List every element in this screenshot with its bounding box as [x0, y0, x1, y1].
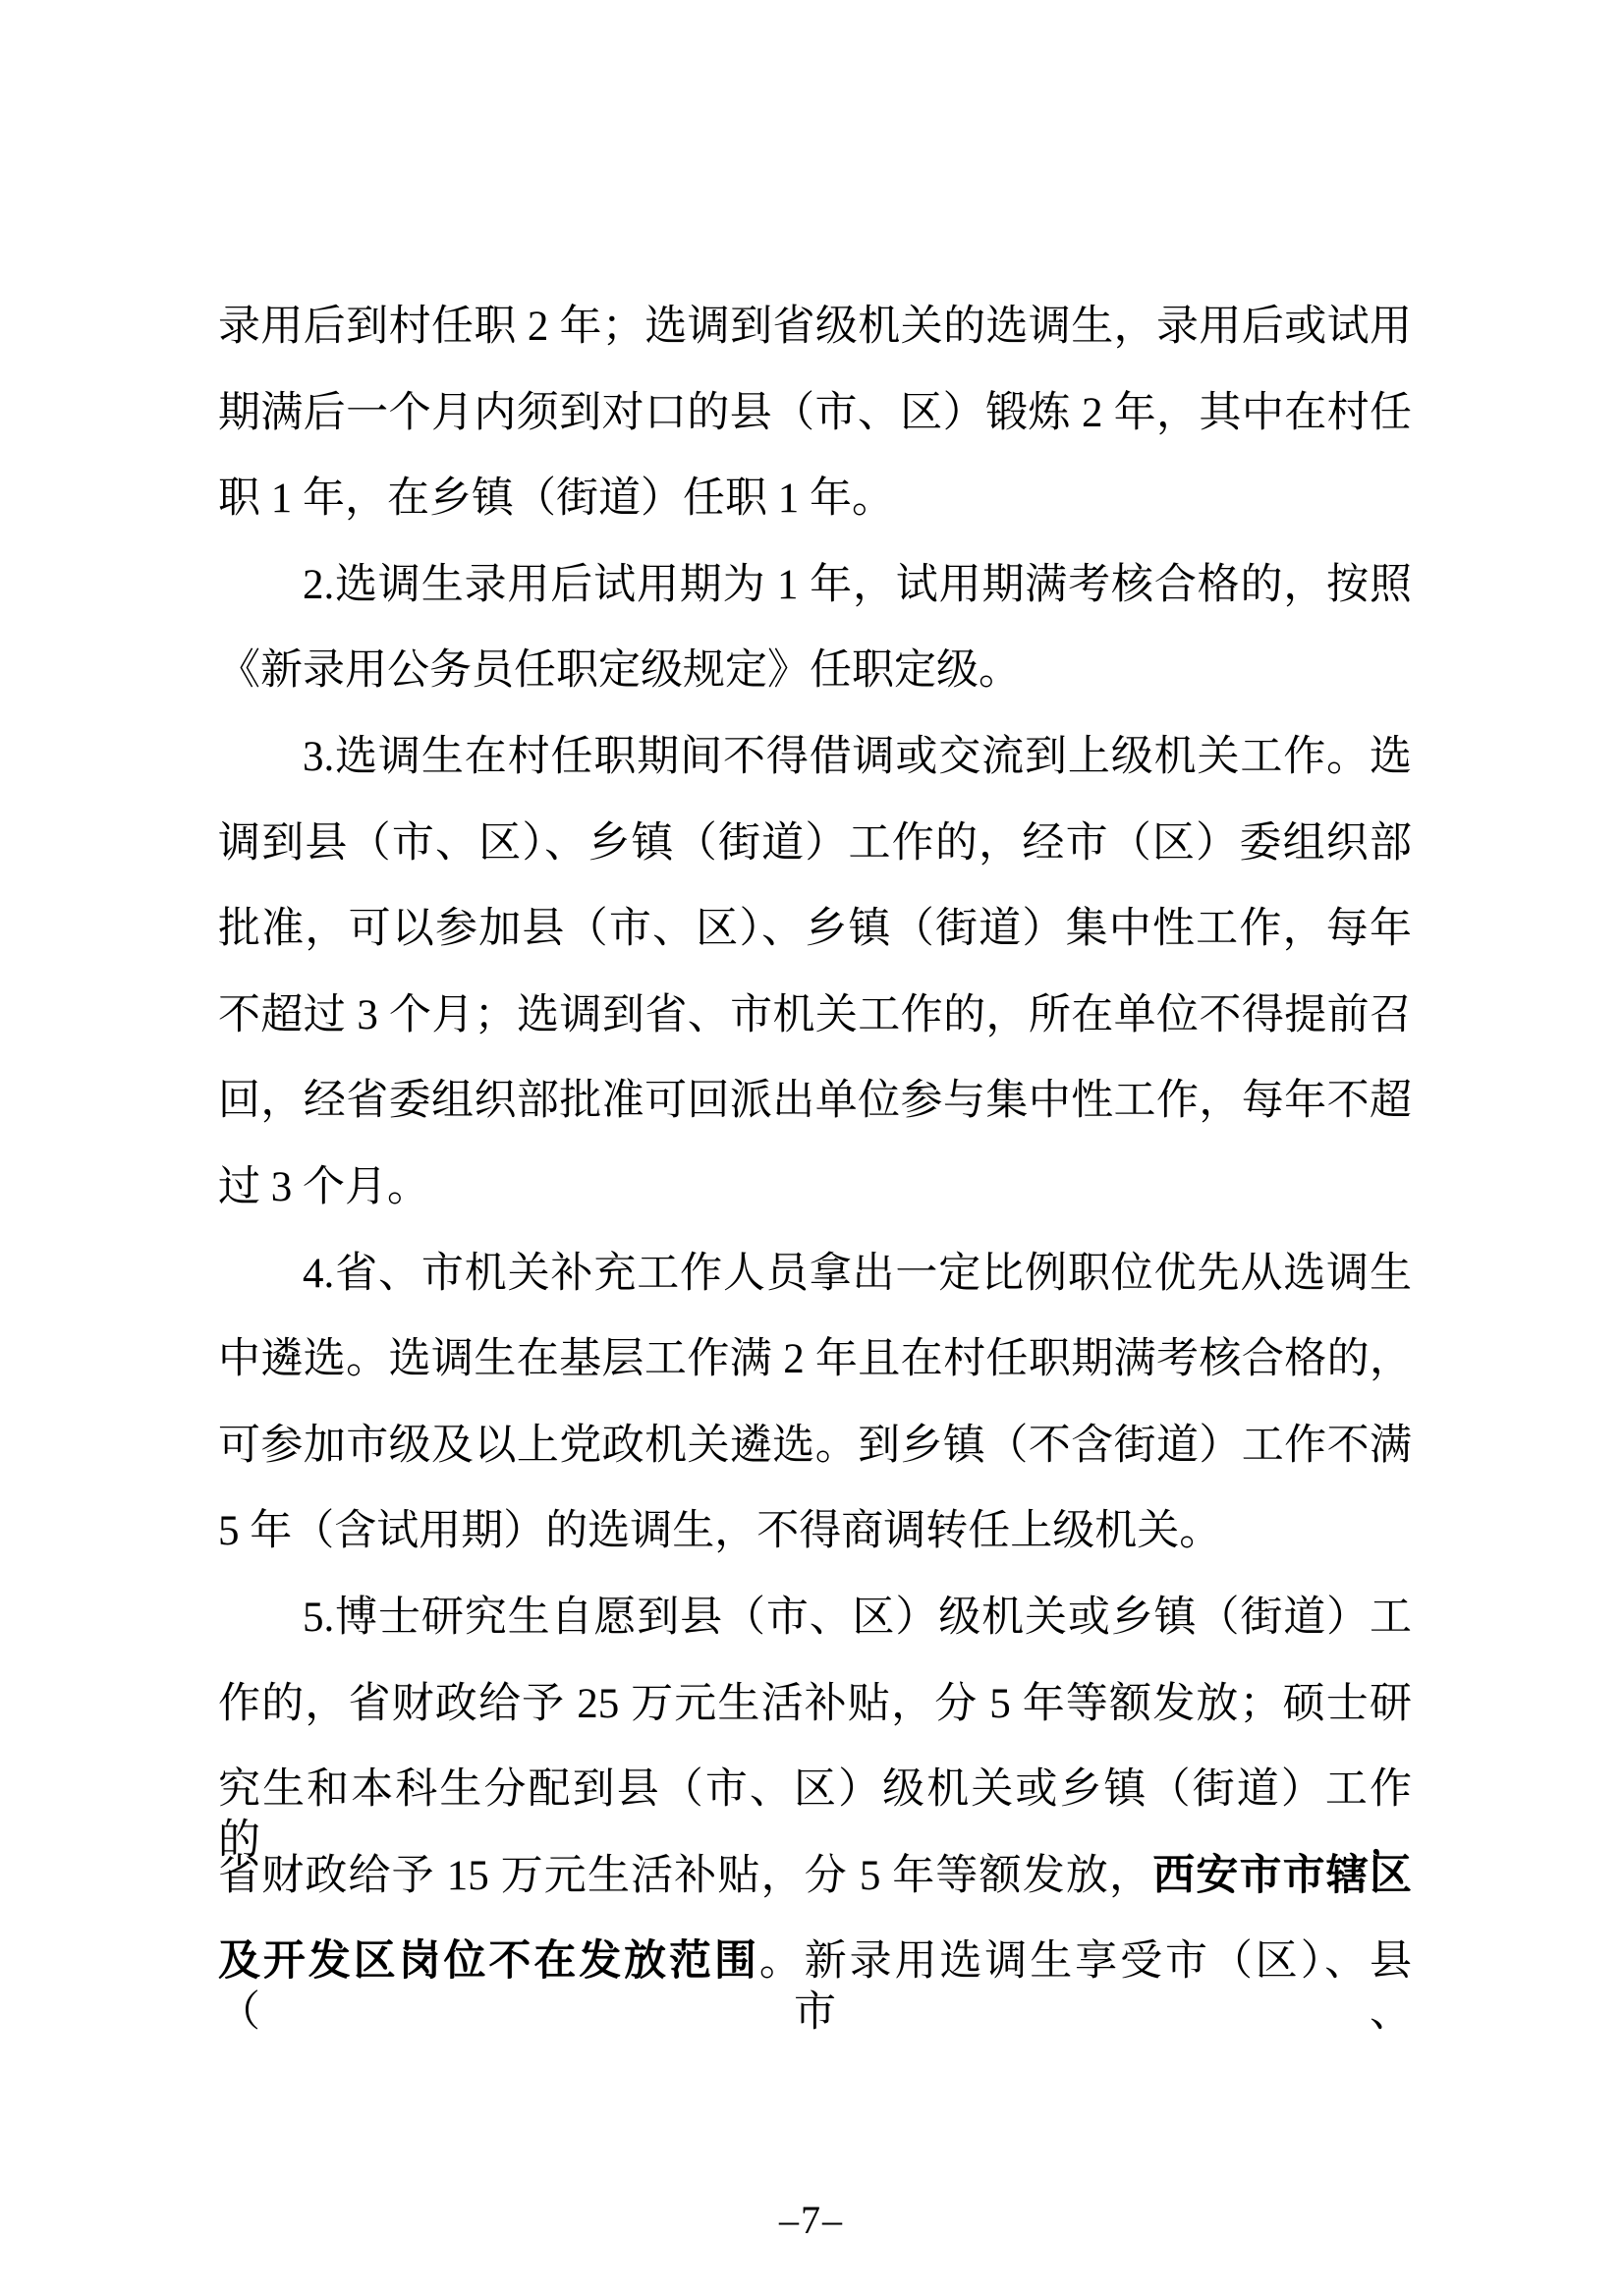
text-segment: 4.省、市机关补充工作人员拿出一定比例职位优先从选调生 [303, 1250, 1412, 1297]
text-segment: 3.选调生在村任职期间不得借调或交流到上级机关工作。选 [303, 733, 1412, 780]
text-line [218, 1421, 1412, 1507]
bold-text-segment: 西安市市辖区 [1152, 1852, 1413, 1899]
document-body [218, 302, 1413, 2037]
text-segment: 省财政给予 15 万元生活补贴，分 5 年等额发放， [218, 1852, 1153, 1899]
text-segment: 可参加市级及以上党政机关遴选。到乡镇（不含街道）工作不满 [218, 1422, 1412, 1469]
text-segment: 作的，省财政给予 25 万元生活补贴，分 5 年等额发放；硕士研 [218, 1680, 1412, 1727]
text-segment: 《新录用公务员任职定级规定》任职定级。 [218, 647, 1021, 695]
text-line [218, 302, 1412, 388]
text-line [218, 1851, 1412, 1937]
text-line [218, 560, 1412, 646]
text-segment: 期满后一个月内须到对口的县（市、区）锻炼 2 年，其中在村任 [218, 389, 1412, 436]
page-number: –7– [779, 2198, 844, 2242]
text-segment: 职 1 年，在乡镇（街道）任职 1 年。 [218, 476, 894, 523]
text-line [218, 645, 1412, 732]
text-segment: 录用后到村任职 2 年；选调到省级机关的选调生，录用后或试用 [218, 304, 1412, 350]
text-line [218, 1162, 1412, 1249]
text-segment: 过 3 个月。 [218, 1163, 429, 1210]
text-line [218, 1506, 1412, 1593]
text-segment: 中遴选。选调生在基层工作满 2 年且在村任职期满考核合格的， [218, 1336, 1412, 1383]
text-line [218, 1679, 1412, 1765]
text-line [218, 1076, 1412, 1162]
text-line [218, 474, 1412, 560]
text-segment: 2.选调生录用后试用期为 1 年，试用期满考核合格的，按照 [303, 561, 1412, 608]
text-line [218, 732, 1412, 818]
text-segment: 5 年（含试用期）的选调生，不得商调转任上级机关。 [218, 1508, 1222, 1555]
text-line [218, 1764, 1412, 1865]
text-line [218, 1334, 1412, 1421]
text-line [218, 1249, 1412, 1335]
text-line [218, 818, 1412, 905]
text-line [218, 1593, 1412, 1679]
text-line [218, 990, 1412, 1077]
text-line [218, 388, 1412, 475]
text-segment: 调到县（市、区）、乡镇（街道）工作的，经市（区）委组织部 [218, 819, 1412, 867]
text-segment: 究生和本科生分配到县（市、区）级机关或乡镇（街道）工作的， [218, 1766, 1412, 1865]
text-line [218, 1936, 1413, 2037]
text-segment: 不超过 3 个月；选调到省、市机关工作的，所在单位不得提前召 [218, 991, 1412, 1038]
text-segment: 5.博士研究生自愿到县（市、区）级机关或乡镇（街道）工 [303, 1594, 1412, 1641]
bold-text-segment: 及开发区岗位不在发放范围 [218, 1938, 759, 1986]
text-segment: 批准，可以参加县（市、区）、乡镇（街道）集中性工作，每年 [218, 906, 1412, 953]
text-line [218, 904, 1412, 990]
text-segment: 。新录用选调生享受市（区）、县（市、 [218, 1938, 1413, 2037]
text-segment: 回，经省委组织部批准可回派出单位参与集中性工作，每年不超 [218, 1078, 1412, 1125]
